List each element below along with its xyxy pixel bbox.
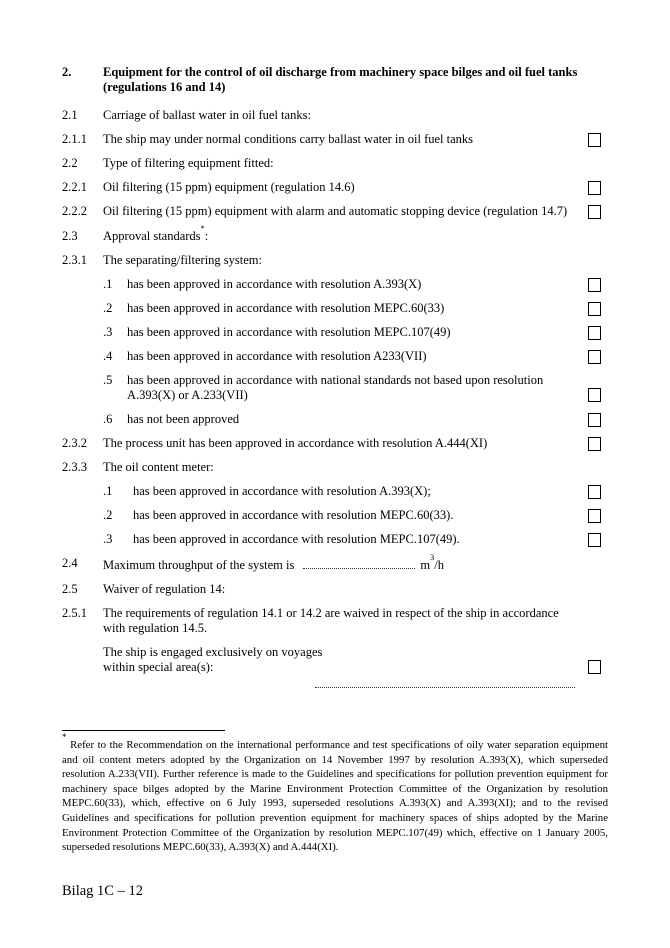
footnote-reference-marker: * (200, 222, 205, 233)
voyages-line-2: within special area(s): (103, 660, 214, 674)
item-text: has been approved in accordance with national standards not based upon resolution A.393(X) or A.233(VII) (127, 373, 544, 402)
form-item-2-3-1-6 (62, 412, 601, 427)
checkbox-2-3-3-2[interactable] (588, 509, 601, 523)
unit-exponent: 3 (430, 551, 435, 562)
throughput-value-field[interactable] (303, 556, 415, 569)
form-item-2-3-3 (62, 460, 601, 475)
item-number: .5 (103, 373, 113, 387)
item-number: .1 (103, 484, 113, 498)
item-text: Carriage of ballast water in oil fuel tanks: (103, 108, 311, 122)
item-text: has been approved in accordance with resolution MEPC.60(33). (133, 508, 454, 522)
item-text: The process unit has been approved in accordance with resolution A.444(XI) (103, 436, 488, 450)
item-number: 2.3.2 (62, 436, 87, 450)
item-number: 2.1 (62, 108, 78, 122)
item-number: 2.5 (62, 582, 78, 596)
section-heading (62, 65, 601, 95)
form-item-2-5 (62, 582, 601, 597)
item-number: 2.3.1 (62, 253, 87, 267)
item-text (103, 551, 448, 573)
item-number: .1 (103, 277, 113, 291)
form-item-2-3-1-3 (62, 325, 601, 340)
checkbox-2-2-2[interactable] (588, 205, 601, 219)
form-item-2-3-1 (62, 253, 601, 268)
item-number: 2.2 (62, 156, 78, 170)
item-text: has been approved in accordance with resolution MEPC.107(49) (127, 325, 451, 339)
section-number: 2. (62, 65, 72, 79)
form-item-2-3-1-5 (62, 373, 601, 403)
indent-spacer (62, 412, 103, 427)
checkbox-2-1-1[interactable] (588, 133, 601, 147)
form-item-2-3-3-3 (62, 532, 601, 547)
indent-spacer (62, 532, 103, 547)
item-text: Oil filtering (15 ppm) equipment (regulation 14.6) (103, 180, 355, 194)
item-text: The separating/filtering system: (103, 253, 262, 267)
form-item-2-4 (62, 551, 601, 573)
item-number: .3 (103, 532, 113, 546)
item-number: 2.3.3 (62, 460, 87, 474)
form-item-2-3-1-1 (62, 277, 601, 292)
checkbox-2-3-1-4[interactable] (588, 350, 601, 364)
checkbox-2-3-1-5[interactable] (588, 388, 601, 402)
form-item-2-1 (62, 108, 601, 123)
footnote-text: Refer to the Recommendation on the international performance and test specifications of oily water separation equipment and oil content meters adopted by the Organization on 14 November 1997 by resolution A.393(X), which superseded resolution A.233(VII). Further reference is made to the Guidelines and specifications for pollution prevention equipment for machinery space bilges adopted by the Marine Environment Protection Committee of the Organization by resolution MEPC.60(33), which, effective on 6 July 1993, superseded resolutions A.393(X) and A.393(XI); and to the revised Guidelines and specifications for pollution prevention equipment for machinery spaces of ships adopted by the Marine Environment Protection Committee of the Organization by resolution MEPC.107(49) which, effective on 1 January 2005, superseded resolutions MEPC.60(33), A.393(X) and A.444(XI). (62, 739, 609, 854)
unit-rest: /h (434, 558, 445, 572)
form-item-2-3-1-2 (62, 301, 601, 316)
approval-standards-colon: : (204, 229, 209, 243)
special-area-field[interactable] (315, 677, 575, 688)
item-number: 2.4 (62, 556, 78, 570)
checkbox-2-3-2[interactable] (588, 437, 601, 451)
approval-standards-label: Approval standards (103, 229, 201, 243)
item-number: .3 (103, 325, 113, 339)
form-item-2-1-1 (62, 132, 601, 147)
item-text: Type of filtering equipment fitted: (103, 156, 274, 170)
form-item-2-3-3-1 (62, 484, 601, 499)
indent-spacer (62, 484, 103, 499)
checkbox-2-3-1-6[interactable] (588, 413, 601, 427)
item-text (103, 222, 212, 244)
unit-base: m (420, 558, 431, 572)
item-text: The oil content meter: (103, 460, 214, 474)
section-title: Equipment for the control of oil discharge from machinery space bilges and oil fuel tanks (regulations 16 and 14) (103, 65, 578, 94)
checkbox-2-3-3-1[interactable] (588, 485, 601, 499)
checkbox-2-3-1-3[interactable] (588, 326, 601, 340)
item-number: 2.3 (62, 229, 78, 243)
item-number: 2.5.1 (62, 606, 87, 620)
throughput-label: Maximum throughput of the system is (103, 558, 295, 572)
page-footer-label: Bilag 1C – 12 (62, 883, 143, 899)
indent-spacer (62, 301, 103, 316)
voyages-line-1: The ship is engaged exclusively on voyages (103, 645, 323, 659)
indent-spacer (62, 325, 103, 340)
footnote-marker: * (62, 732, 67, 743)
item-number: .2 (103, 301, 113, 315)
checkbox-2-2-1[interactable] (588, 181, 601, 195)
form-item-2-2 (62, 156, 601, 171)
item-number: .4 (103, 349, 113, 363)
item-number: 2.2.2 (62, 204, 87, 218)
indent-spacer (62, 508, 103, 523)
form-item-2-3-2 (62, 436, 601, 451)
throughput-unit (420, 551, 445, 572)
footnote-separator-rule (62, 730, 225, 731)
checkbox-special-area[interactable] (588, 660, 601, 674)
item-text: Oil filtering (15 ppm) equipment with alarm and automatic stopping device (regulation 14.7) (103, 204, 568, 218)
form-item-2-3-3-2 (62, 508, 601, 523)
checkbox-2-3-1-1[interactable] (588, 278, 601, 292)
footnote (62, 730, 609, 855)
form-item-2-2-1 (62, 180, 601, 195)
form-item-2-3 (62, 222, 601, 244)
indent-spacer (62, 373, 103, 403)
item-text: has been approved in accordance with resolution MEPC.107(49). (133, 532, 460, 546)
item-number: .6 (103, 412, 113, 426)
checkbox-2-3-1-2[interactable] (588, 302, 601, 316)
item-text: The ship may under normal conditions carry ballast water in oil fuel tanks (103, 132, 474, 146)
form-item-2-5-1-voyages (62, 645, 601, 675)
item-text: has been approved in accordance with resolution A233(VII) (127, 349, 427, 363)
item-text: has been approved in accordance with resolution A.393(X) (127, 277, 422, 291)
item-text: has been approved in accordance with resolution A.393(X); (133, 484, 431, 498)
item-text: Waiver of regulation 14: (103, 582, 226, 596)
item-text: has been approved in accordance with resolution MEPC.60(33) (127, 301, 445, 315)
item-number: 2.1.1 (62, 132, 87, 146)
form-item-2-2-2 (62, 204, 601, 220)
item-text: The requirements of regulation 14.1 or 14.2 are waived in respect of the ship in accordance with regulation 14.5. (103, 606, 559, 635)
item-text (103, 645, 326, 675)
indent-spacer (62, 645, 103, 675)
item-number: 2.2.1 (62, 180, 87, 194)
indent-spacer (62, 349, 103, 364)
form-item-2-5-1 (62, 606, 601, 636)
indent-spacer (62, 277, 103, 292)
checkbox-2-3-3-3[interactable] (588, 533, 601, 547)
item-number: .2 (103, 508, 113, 522)
footnote-text-block (62, 732, 609, 855)
item-text: has not been approved (127, 412, 240, 426)
form-item-2-3-1-4 (62, 349, 601, 364)
